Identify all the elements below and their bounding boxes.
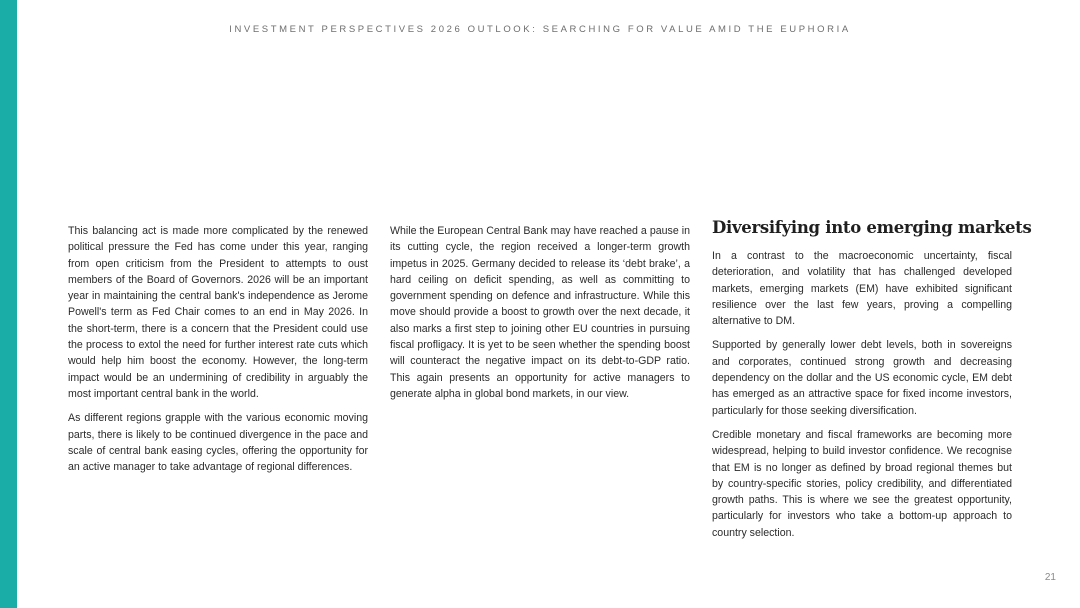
section-heading: Diversifying into emerging markets [712,218,1032,237]
text-column-3 [712,217,1032,549]
running-header: INVESTMENT PERSPECTIVES 2026 OUTLOOK: SEARCHING FOR VALUE AMID THE EUPHORIA [229,24,851,35]
paragraph: Credible monetary and fiscal frameworks are becoming more widespread, helping to build investor confidence. We recognise that EM is no longer as defined by broad regional themes but by country-specific stories, policy credibility, and differentiated growth paths. This is where we see the greatest opportunity, particularly for investors who take a bottom-up approach to country selection. [712,428,1012,539]
text-column-2 [390,223,690,410]
page-number: 21 [1044,572,1056,583]
paragraph: Supported by generally lower debt levels, both in sovereigns and corporates, continued strong growth and decreasing dependency on the dollar and the US economic cycle, EM debt has emerged as an attractive space for fixed income investors, particularly for those seeking diversification. [712,339,1012,417]
accent-side-bar [0,0,17,608]
paragraph: This balancing act is made more complicated by the renewed political pressure the Fed has come under this year, ranging from open criticism from the President to attempts to oust members of the Board of Governors. 2026 will be an important year in maintaining the central bank's independence as Jerome Powell's term as Fed Chair comes to an end in May 2026. In the short-term, there is a concern that the President could use the process to extol the need for further interest rate cuts which would help him boost the economy. However, the long-term impact would be an undermining of credibility in arguably the most important central bank in the world. [68,225,368,400]
paragraph: While the European Central Bank may have reached a pause in its cutting cycle, the region received a longer-term growth impetus in 2025. Germany decided to release its ‘debt brake’, a hard ceiling on deficit spending, as well as committing to government spending on defence and infrastructure. While this move should provide a boost to growth over the next decade, it also marks a first step to joining other EU countries in pursuing fiscal profligacy. It is yet to be seen whether the spending boost will counteract the negative impact on its debt-to-GDP ratio. This again presents an opportunity for active managers to generate alpha in global bond markets, in our view. [390,225,690,400]
text-column-1 [68,223,368,483]
paragraph: As different regions grapple with the various economic moving parts, there is likely to be continued divergence in the pace and scale of central bank easing cycles, offering the opportunity for an active manager to take advantage of regional differences. [68,412,368,474]
paragraph: In a contrast to the macroeconomic uncertainty, fiscal deterioration, and volatility that has challenged developed markets, emerging markets (EM) have exhibited significant resilience over the last few years, proving a compelling alternative to DM. [712,250,1012,328]
